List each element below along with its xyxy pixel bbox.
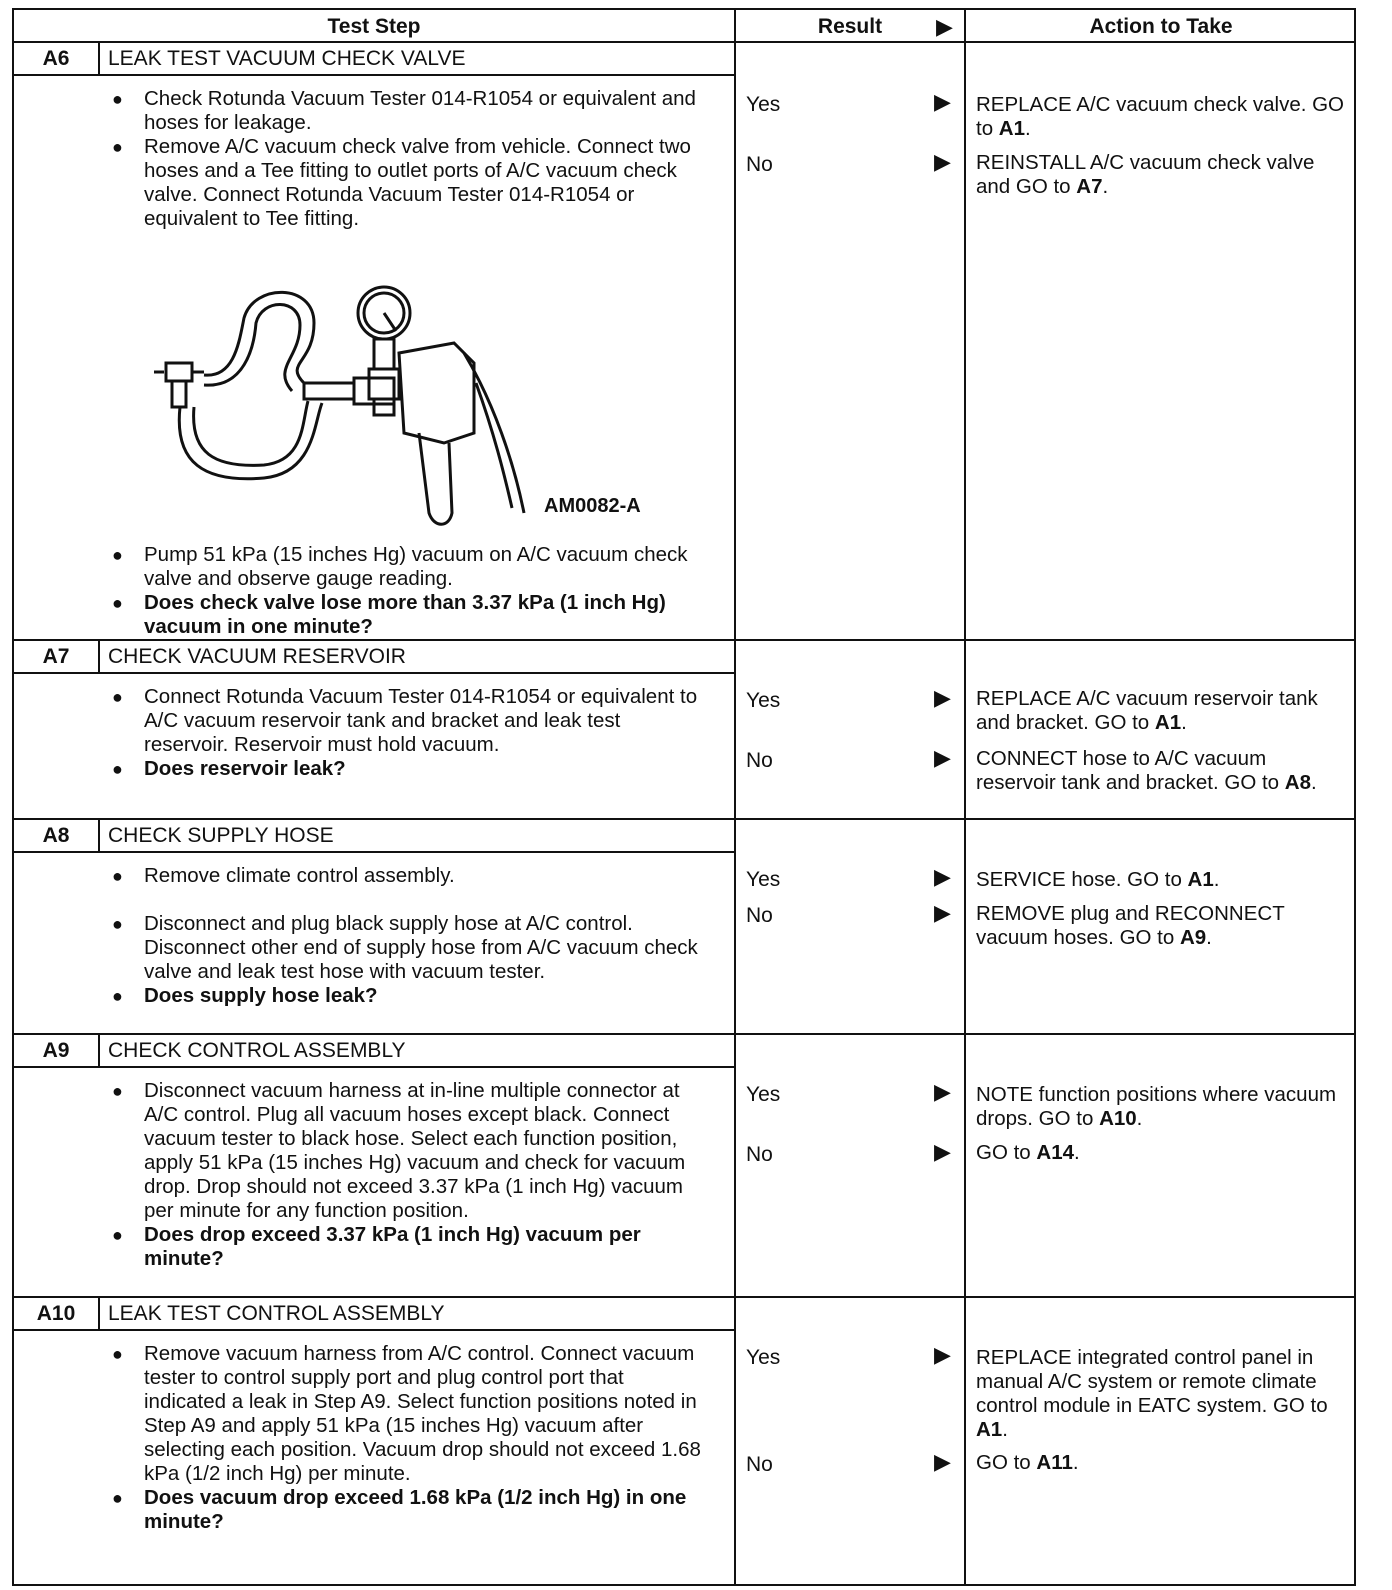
- step-instructions: [106, 864, 706, 1008]
- list-item: ● Check Rotunda Vacuum Tester 014-R1054 or equivalent and hoses for leakage.: [112, 87, 696, 134]
- step-title: CHECK VACUUM RESERVOIR: [108, 645, 406, 668]
- section-header: [14, 1035, 734, 1068]
- divider: [98, 820, 100, 853]
- list-item: ● Connect Rotunda Vacuum Tester 014-R1054 or equivalent to A/C vacuum reservoir tank and bracket and leak test reservoir. Reservoir must hold vacuum.: [112, 685, 698, 756]
- diagnostic-table: [12, 8, 1356, 1586]
- step-id: A9: [42, 1039, 70, 1062]
- list-item: ● Remove vacuum harness from A/C control. Connect vacuum tester to control supply port and plug control port that indicated a leak in Step A9. Select function positions noted in Step A9 and apply 51 kPa (15 inches Hg) vacuum after selecting each position. Vacuum drop should not exceed 1.68 kPa (1/2 inch Hg) per minute.: [112, 1342, 701, 1485]
- bullet-icon: ●: [112, 1344, 123, 1364]
- result-no: No: [746, 749, 773, 772]
- bullet-icon: ●: [112, 545, 123, 565]
- step-title: LEAK TEST CONTROL ASSEMBLY: [108, 1302, 445, 1325]
- bullet-icon: ●: [112, 687, 123, 707]
- bullet-icon: ●: [112, 593, 123, 613]
- action-text: NOTE function positions where vacuum drops. GO to A10.: [976, 1083, 1337, 1130]
- bullet-icon: ●: [112, 1225, 123, 1245]
- question: ● Does reservoir leak?: [112, 757, 346, 780]
- step-title: LEAK TEST VACUUM CHECK VALVE: [108, 47, 466, 70]
- list-item: ● Pump 51 kPa (15 inches Hg) vacuum on A/C vacuum check valve and observe gauge reading.: [112, 543, 688, 590]
- step-id: A7: [42, 645, 70, 668]
- step-title: CHECK CONTROL ASSEMBLY: [108, 1039, 406, 1062]
- list-item: ● Remove climate control assembly.: [112, 864, 455, 887]
- bullet-icon: ●: [112, 1081, 123, 1101]
- action-text: REPLACE A/C vacuum check valve. GO to A1.: [976, 93, 1344, 140]
- triangle-arrow-icon: ▶: [934, 685, 951, 710]
- triangle-arrow-icon: ▶: [934, 1449, 951, 1474]
- triangle-arrow-icon: ▶: [934, 900, 951, 925]
- step-instructions: [106, 87, 706, 231]
- section-header: [14, 641, 734, 674]
- question: ● Does drop exceed 3.37 kPa (1 inch Hg) vacuum per minute?: [112, 1223, 641, 1270]
- step-instructions: [106, 543, 706, 639]
- triangle-arrow-icon: ▶: [934, 149, 951, 174]
- bullet-icon: ●: [112, 759, 123, 779]
- result-yes: Yes: [746, 93, 781, 116]
- list-item: ● Disconnect and plug black supply hose at A/C control. Disconnect other end of supply hose from A/C vacuum check valve and leak test hose with vacuum tester.: [112, 912, 698, 983]
- result-yes: Yes: [746, 1346, 781, 1369]
- step-instructions: [106, 685, 706, 781]
- list-item: ● Disconnect vacuum harness at in-line multiple connector at A/C control. Plug all vacuum hoses except black. Connect vacuum tester to black hose. Select each function position, apply 51 kPa (15 inches Hg) vacuum and check for vacuum drop. Drop should not exceed 3.37 kPa (1 inch Hg) vacuum per minute for any function position.: [112, 1079, 686, 1222]
- triangle-arrow-icon: ▶: [934, 864, 951, 889]
- action-text: SERVICE hose. GO to A1.: [976, 868, 1220, 891]
- test-section-a9: [14, 1035, 1354, 1298]
- action-text: REINSTALL A/C vacuum check valve and GO to A7.: [976, 151, 1315, 198]
- divider: [98, 1298, 100, 1331]
- figure-label: AM0082-A: [544, 495, 641, 517]
- bullet-icon: ●: [112, 89, 123, 109]
- bullet-icon: ●: [112, 914, 123, 934]
- result-yes: Yes: [746, 1083, 781, 1106]
- step-instructions: [106, 1342, 706, 1534]
- step-instructions: [106, 1079, 706, 1271]
- bullet-icon: ●: [112, 986, 123, 1006]
- header-result: Result: [817, 15, 883, 38]
- test-section-a6: [14, 43, 1354, 641]
- action-text: REMOVE plug and RECONNECT vacuum hoses. GO to A9.: [976, 902, 1285, 949]
- step-id: A10: [36, 1302, 76, 1325]
- section-header: [14, 43, 734, 76]
- triangle-arrow-icon: ▶: [934, 89, 951, 114]
- step-id: A6: [42, 47, 70, 70]
- action-text: GO to A11.: [976, 1451, 1079, 1474]
- step-id: A8: [42, 824, 70, 847]
- question: ● Does supply hose leak?: [112, 984, 378, 1007]
- header-action: Action to Take: [1089, 15, 1233, 38]
- result-no: No: [746, 1453, 773, 1476]
- test-section-a10: [14, 1298, 1354, 1584]
- table-header: [14, 10, 1354, 43]
- result-no: No: [746, 153, 773, 176]
- action-text: REPLACE integrated control panel in manual A/C system or remote climate control module in EATC system. GO to A1.: [976, 1346, 1328, 1441]
- divider: [98, 1035, 100, 1068]
- triangle-arrow-icon: ▶: [934, 745, 951, 770]
- triangle-arrow-icon: ▶: [936, 14, 953, 39]
- result-yes: Yes: [746, 689, 781, 712]
- test-section-a8: [14, 820, 1354, 1035]
- result-no: No: [746, 1143, 773, 1166]
- action-text: GO to A14.: [976, 1141, 1080, 1164]
- triangle-arrow-icon: ▶: [934, 1139, 951, 1164]
- step-title: CHECK SUPPLY HOSE: [108, 824, 334, 847]
- bullet-icon: ●: [112, 137, 123, 157]
- result-no: No: [746, 904, 773, 927]
- action-text: REPLACE A/C vacuum reservoir tank and bracket. GO to A1.: [976, 687, 1318, 734]
- divider: [98, 43, 100, 76]
- divider: [98, 641, 100, 674]
- action-text: CONNECT hose to A/C vacuum reservoir tank and bracket. GO to A8.: [976, 747, 1317, 794]
- triangle-arrow-icon: ▶: [934, 1342, 951, 1367]
- section-header: [14, 1298, 734, 1331]
- question: ● Does check valve lose more than 3.37 kPa (1 inch Hg) vacuum in one minute?: [112, 591, 666, 638]
- section-header: [14, 820, 734, 853]
- list-item: ● Remove A/C vacuum check valve from vehicle. Connect two hoses and a Tee fitting to outlet ports of A/C vacuum check valve. Connect Rotunda Vacuum Tester 014-R1054 or equivalent to Tee fitting.: [112, 135, 691, 230]
- question: ● Does vacuum drop exceed 1.68 kPa (1/2 inch Hg) in one minute?: [112, 1486, 687, 1533]
- test-section-a7: [14, 641, 1354, 820]
- header-test-step: Test Step: [327, 15, 421, 38]
- bullet-icon: ●: [112, 1488, 123, 1508]
- bullet-icon: ●: [112, 866, 123, 886]
- triangle-arrow-icon: ▶: [934, 1079, 951, 1104]
- result-yes: Yes: [746, 868, 781, 891]
